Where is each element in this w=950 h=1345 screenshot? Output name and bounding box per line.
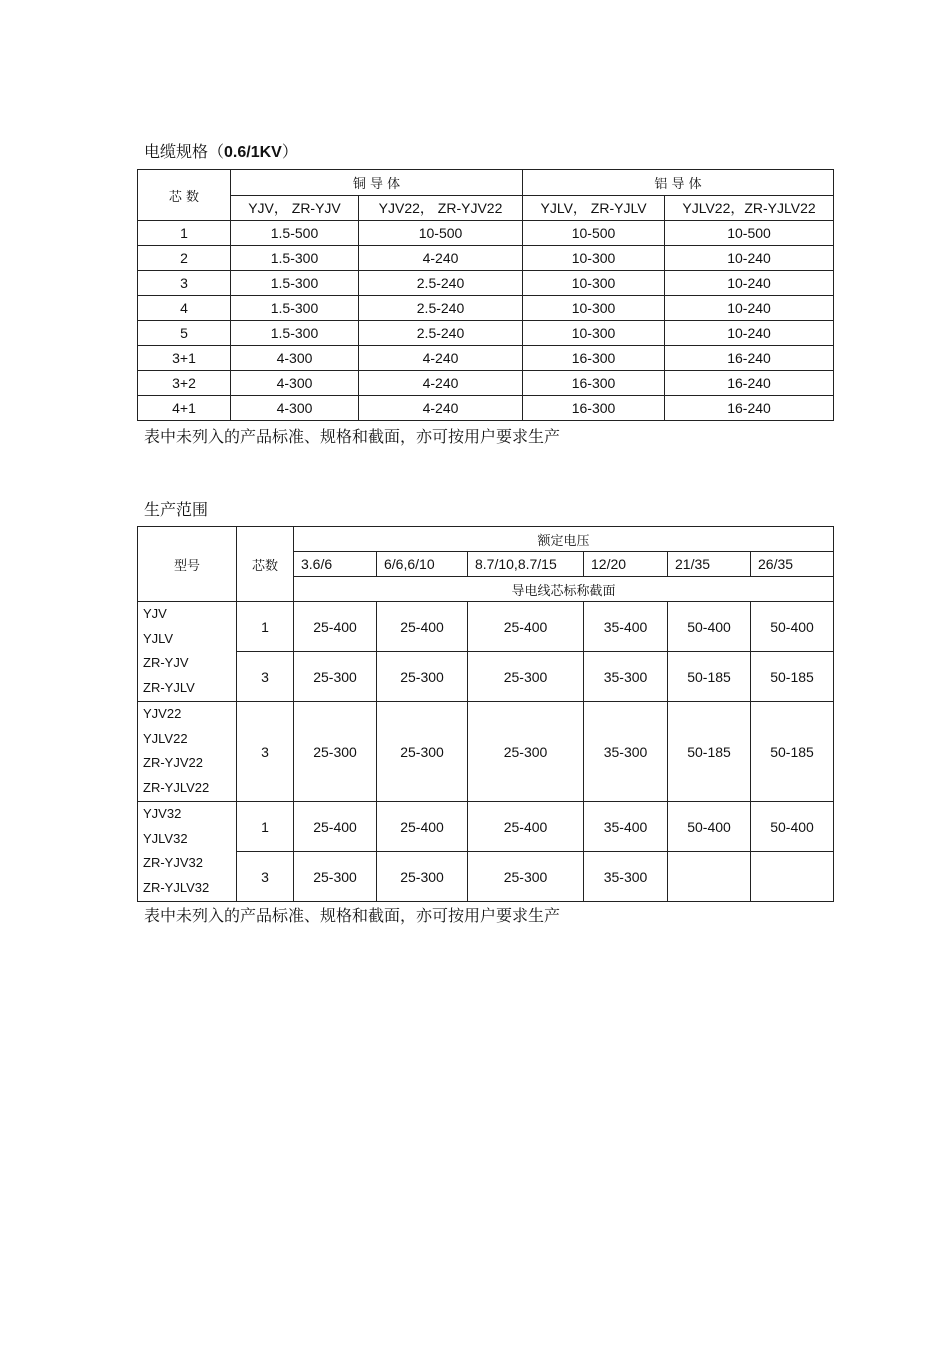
cross-section-cell: 25-300: [468, 852, 584, 902]
model-name: YJLV22: [143, 730, 188, 746]
aluminum-conductor-header: 铝 导 体: [523, 170, 834, 196]
cross-section-cell: 25-400: [468, 802, 584, 852]
cross-section-cell: 25-400: [377, 802, 468, 852]
core-count-cell: 4: [138, 296, 231, 321]
model-name: YJV22: [143, 706, 182, 721]
core-count-cell: 1: [237, 602, 294, 652]
cross-section-cell: 4-240: [359, 246, 523, 271]
model-subheader: YJLV22，ZR-YJLV22: [665, 196, 834, 221]
range-row: [138, 602, 834, 652]
model-name: ZR-YJV32: [143, 855, 203, 870]
core-count-cell: 2: [138, 246, 231, 271]
model-list-cell: [138, 702, 237, 802]
voltage-label: 6/6,6/10: [377, 552, 468, 577]
cross-section-cell: 10-500: [523, 221, 665, 246]
spec-row: [138, 346, 834, 371]
spec-row: [138, 271, 834, 296]
cross-section-cell: 25-300: [377, 652, 468, 702]
rated-voltage-header: 额定电压: [294, 527, 834, 552]
cross-section-cell: 50-185: [668, 702, 751, 802]
range-footnote: 表中未列入的产品标准、规格和截面，亦可按用户要求生产: [144, 906, 561, 925]
core-count-header: 芯 数: [138, 170, 231, 221]
model-name: YJV32: [143, 806, 182, 821]
production-range-table: [137, 526, 834, 902]
spec-row: [138, 296, 834, 321]
range-row: [138, 802, 834, 852]
model-name: ZR-YJV22: [143, 755, 203, 770]
cable-spec-table: [137, 169, 834, 421]
copper-conductor-header: 铜 导 体: [231, 170, 523, 196]
core-count-cell: 4+1: [138, 396, 231, 421]
cross-section-cell: 25-400: [468, 602, 584, 652]
cross-section-cell: 4-240: [359, 371, 523, 396]
voltage-label: 8.7/10,8.7/15: [468, 552, 584, 577]
cross-section-cell: 10-300: [523, 246, 665, 271]
cross-section-cell: 16-240: [665, 371, 834, 396]
cross-section-cell: 1.5-300: [231, 246, 359, 271]
spec-row: [138, 371, 834, 396]
cross-section-cell: 50-185: [751, 652, 834, 702]
cross-section-cell: 35-300: [584, 852, 668, 902]
cross-section-cell: 10-240: [665, 271, 834, 296]
cross-section-cell: 50-400: [751, 602, 834, 652]
cross-section-cell: 10-500: [665, 221, 834, 246]
spec-row: [138, 221, 834, 246]
cross-section-cell: 1.5-500: [231, 221, 359, 246]
core-count-cell: 1: [138, 221, 231, 246]
cross-section-cell: [668, 852, 751, 902]
cross-section-cell: 35-400: [584, 602, 668, 652]
cross-section-cell: 2.5-240: [359, 296, 523, 321]
range-row: [138, 652, 834, 702]
spec-footnote: 表中未列入的产品标准、规格和截面，亦可按用户要求生产: [144, 427, 561, 446]
cross-section-cell: 25-300: [294, 852, 377, 902]
voltage-label: 12/20: [584, 552, 668, 577]
cross-section-cell: 10-240: [665, 246, 834, 271]
core-count-cell: 3: [237, 852, 294, 902]
core-count-cell: 3+1: [138, 346, 231, 371]
core-count-cell: 3: [237, 652, 294, 702]
cross-section-cell: 2.5-240: [359, 321, 523, 346]
cross-section-cell: 50-185: [668, 652, 751, 702]
cross-section-cell: 16-300: [523, 346, 665, 371]
cross-section-cell: 4-300: [231, 396, 359, 421]
voltage-label: 26/35: [751, 552, 834, 577]
cross-section-cell: 50-400: [668, 802, 751, 852]
cross-section-cell: 50-400: [668, 602, 751, 652]
model-name: YJLV: [143, 630, 174, 646]
model-name: ZR-YJV: [143, 655, 189, 670]
cross-section-cell: 16-300: [523, 396, 665, 421]
cross-section-cell: 35-300: [584, 652, 668, 702]
cross-section-cell: 10-300: [523, 321, 665, 346]
cross-section-cell: 25-300: [294, 652, 377, 702]
cross-section-cell: 16-300: [523, 371, 665, 396]
model-subheader: YJLV， ZR-YJLV: [523, 196, 665, 221]
cross-section-cell: 35-400: [584, 802, 668, 852]
conductor-section-header: 导电线芯标称截面: [294, 577, 834, 602]
cross-section-cell: 25-400: [377, 602, 468, 652]
voltage-label: 21/35: [668, 552, 751, 577]
core-count-cell: 1: [237, 802, 294, 852]
cross-section-cell: [751, 852, 834, 902]
model-name: YJLV32: [143, 830, 188, 846]
cross-section-cell: 1.5-300: [231, 296, 359, 321]
cross-section-cell: 50-185: [751, 702, 834, 802]
spec-row: [138, 396, 834, 421]
cross-section-cell: 1.5-300: [231, 271, 359, 296]
cross-section-cell: 4-240: [359, 396, 523, 421]
model-header: 型号: [138, 527, 237, 602]
model-name: ZR-YJLV32: [143, 879, 210, 895]
voltage-label: 3.6/6: [294, 552, 377, 577]
cross-section-cell: 25-400: [294, 602, 377, 652]
cross-section-cell: 16-240: [665, 346, 834, 371]
cross-section-cell: 16-240: [665, 396, 834, 421]
cross-section-cell: 10-240: [665, 296, 834, 321]
cross-section-cell: 4-300: [231, 371, 359, 396]
core-count-cell: 3: [237, 702, 294, 802]
spec-row: [138, 321, 834, 346]
range-section-title: 生产范围: [144, 500, 209, 519]
spec-row: [138, 246, 834, 271]
core-count-cell: 3+2: [138, 371, 231, 396]
cross-section-cell: 10-300: [523, 296, 665, 321]
cross-section-cell: 35-300: [584, 702, 668, 802]
core-count-cell: 3: [138, 271, 231, 296]
cross-section-cell: 1.5-300: [231, 321, 359, 346]
cross-section-cell: 4-300: [231, 346, 359, 371]
spec-section-title: 电缆规格（0.6/1KV）: [144, 142, 298, 161]
cross-section-cell: 10-500: [359, 221, 523, 246]
model-name: YJV: [143, 606, 167, 621]
model-subheader: YJV22， ZR-YJV22: [359, 196, 523, 221]
model-subheader: YJV， ZR-YJV: [231, 196, 359, 221]
cross-section-cell: 25-400: [294, 802, 377, 852]
cross-section-cell: 25-300: [377, 702, 468, 802]
cross-section-cell: 10-240: [665, 321, 834, 346]
cross-section-cell: 25-300: [468, 652, 584, 702]
cross-section-cell: 25-300: [468, 702, 584, 802]
cross-section-cell: 2.5-240: [359, 271, 523, 296]
model-list-cell: [138, 802, 237, 902]
model-name: ZR-YJLV22: [143, 779, 210, 795]
model-name: ZR-YJLV: [143, 679, 195, 695]
core-count-cell: 5: [138, 321, 231, 346]
cross-section-cell: 25-300: [294, 702, 377, 802]
cross-section-cell: 4-240: [359, 346, 523, 371]
cross-section-cell: 10-300: [523, 271, 665, 296]
range-row: [138, 852, 834, 902]
range-row: [138, 702, 834, 802]
model-list-cell: [138, 602, 237, 702]
cross-section-cell: 25-300: [377, 852, 468, 902]
cross-section-cell: 50-400: [751, 802, 834, 852]
core-header: 芯数: [237, 527, 294, 602]
